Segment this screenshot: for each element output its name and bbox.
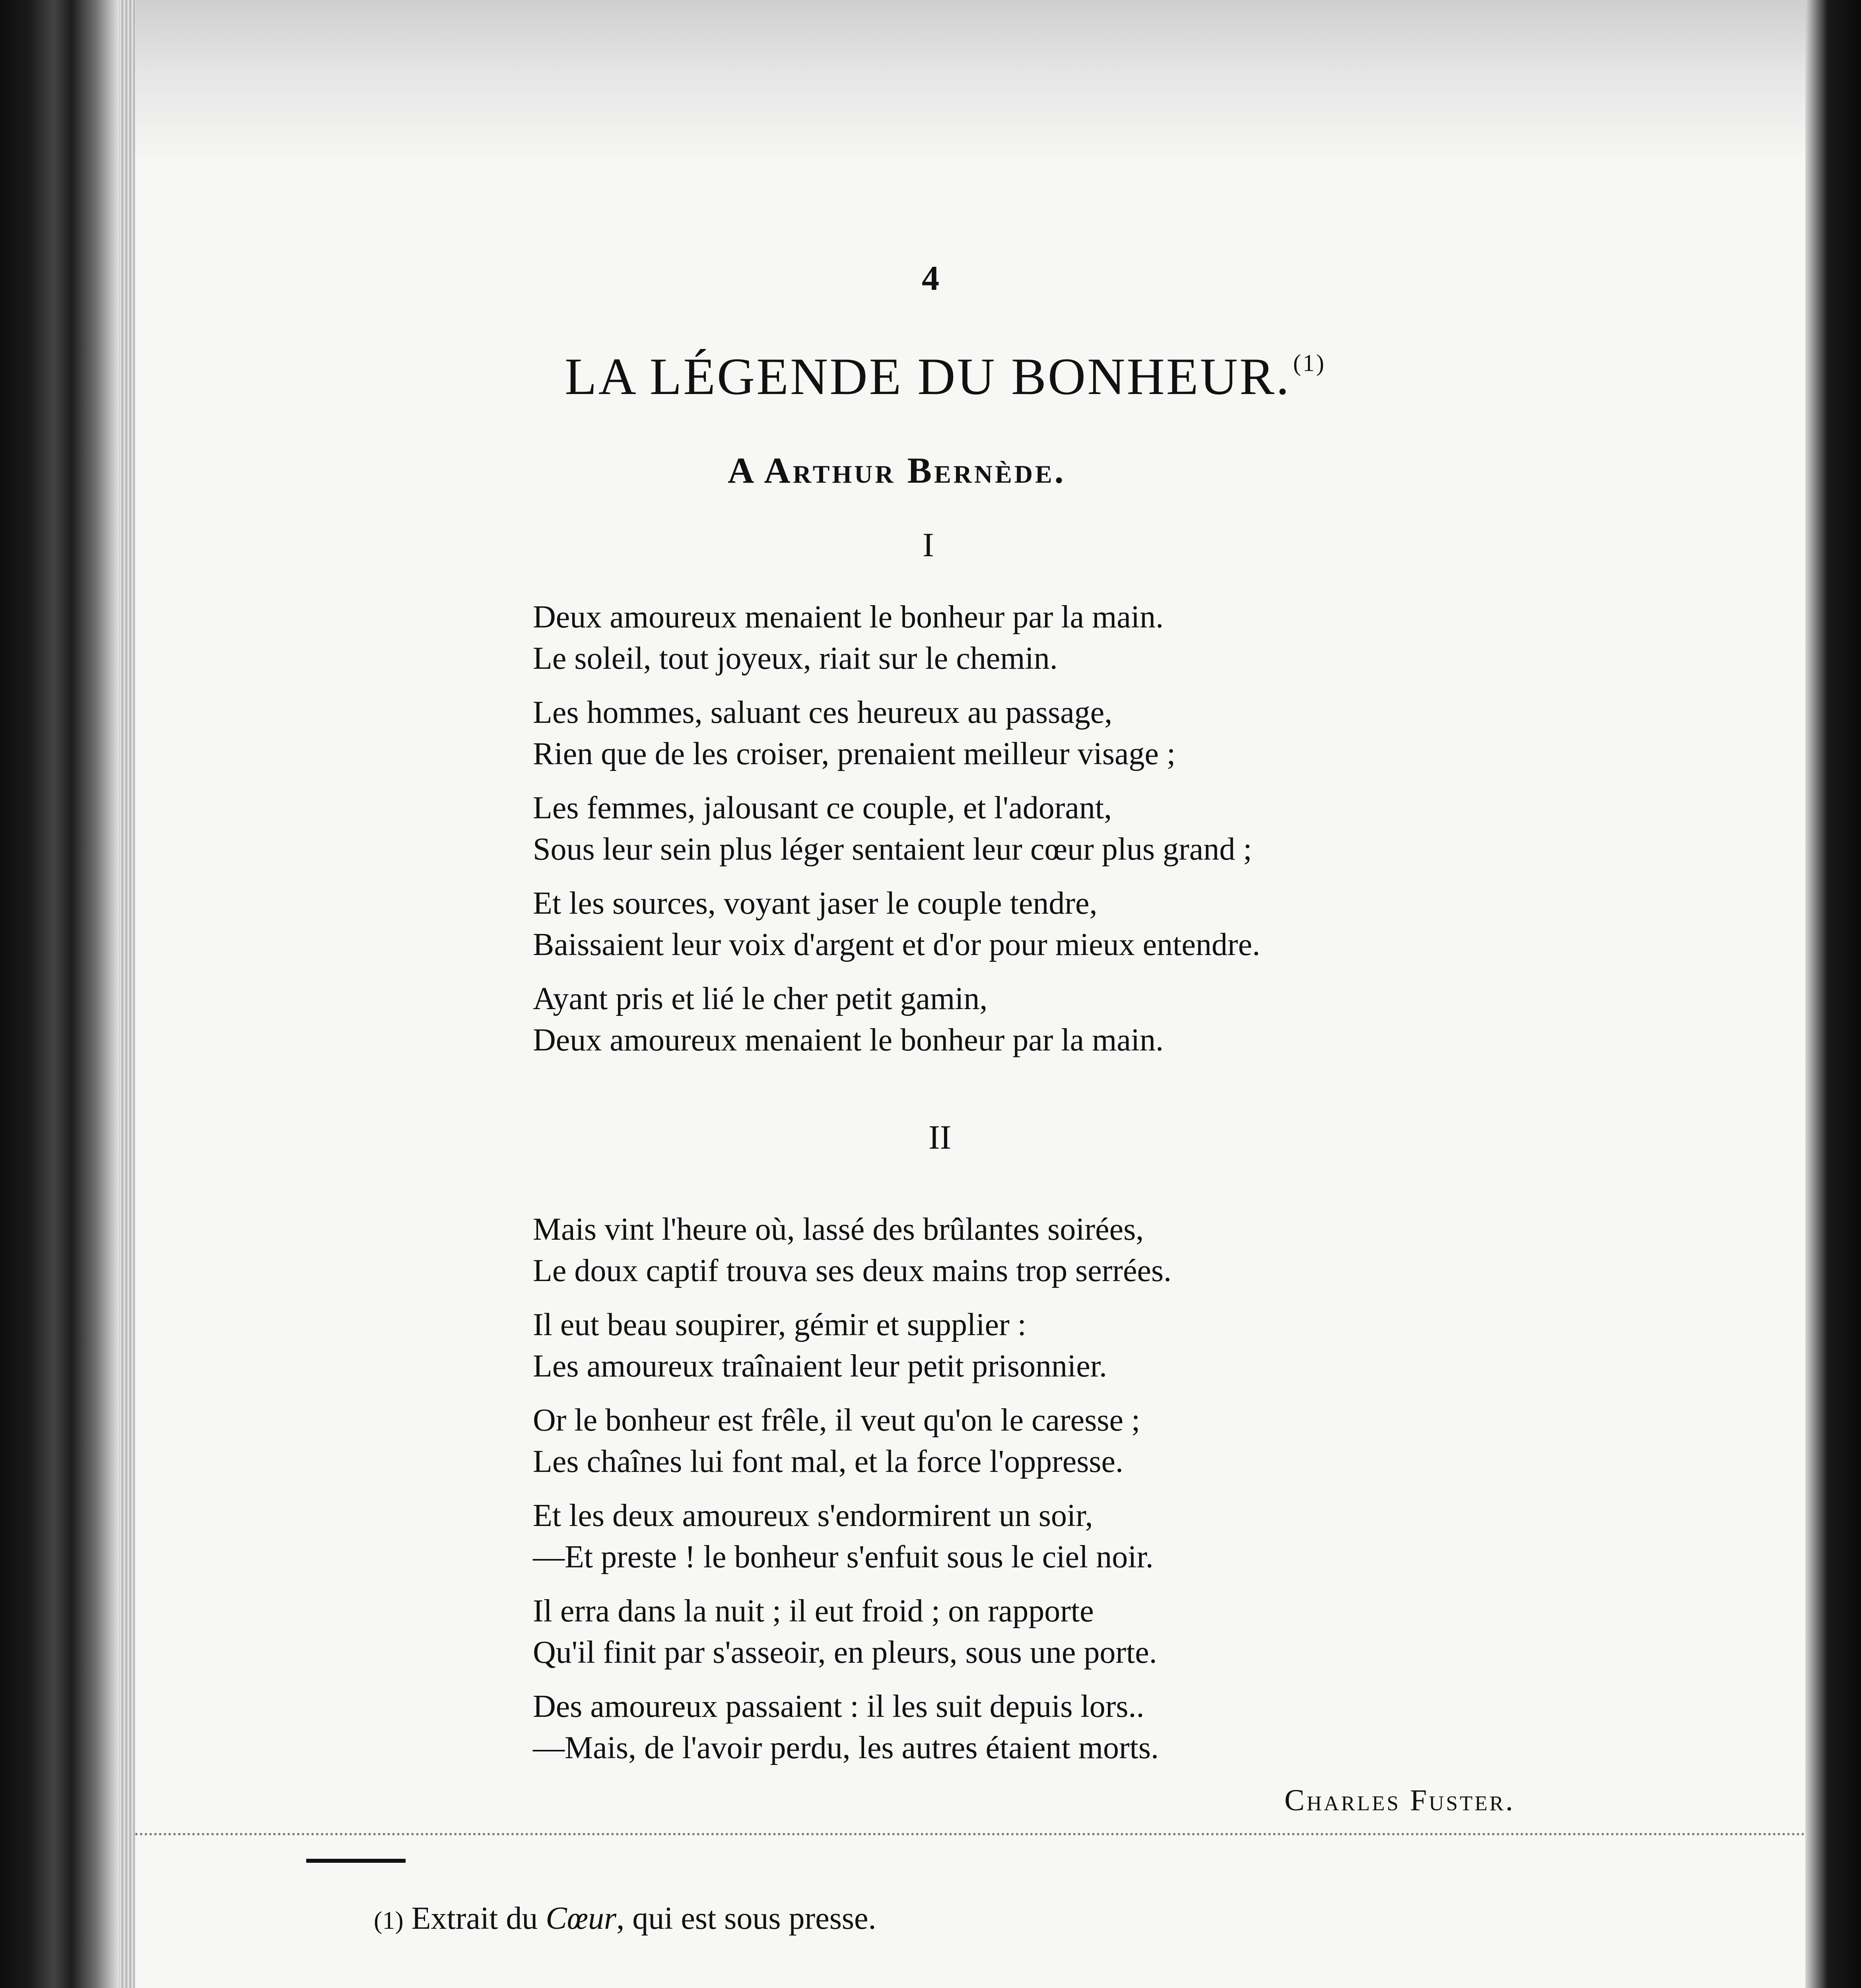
verse-line: Il eut beau soupirer, gémir et supplier : bbox=[533, 1307, 1026, 1342]
stanza bbox=[533, 978, 1260, 1061]
verse-line: Sous leur sein plus léger sentaient leur cœur plus grand ; bbox=[533, 832, 1252, 867]
stanza bbox=[533, 1495, 1171, 1578]
stanza bbox=[533, 692, 1260, 775]
footnote-text-before: Extrait du bbox=[411, 1901, 546, 1936]
footnote-rule bbox=[306, 1859, 406, 1863]
section-one-verses bbox=[533, 596, 1260, 1074]
verse-line: Le soleil, tout joyeux, riait sur le chemin. bbox=[533, 641, 1058, 676]
verse-line: Des amoureux passaient : il les suit depuis lors.. bbox=[533, 1689, 1144, 1724]
dotted-divider bbox=[135, 1833, 1805, 1835]
stanza bbox=[533, 1400, 1171, 1482]
section-two-verses bbox=[533, 1209, 1171, 1781]
verse-line: Rien que de les croiser, prenaient meilleur visage ; bbox=[533, 736, 1176, 771]
stanza bbox=[533, 1304, 1171, 1387]
stanza bbox=[533, 1209, 1171, 1291]
verse-line: Les femmes, jalousant ce couple, et l'adorant, bbox=[533, 790, 1112, 825]
verse-line: —Mais, de l'avoir perdu, les autres étaient morts. bbox=[533, 1730, 1159, 1765]
verse-line: Deux amoureux menaient le bonheur par la main. bbox=[533, 600, 1164, 635]
footnote-work-title: Cœur bbox=[546, 1901, 617, 1936]
page-number: 4 bbox=[922, 259, 939, 298]
verse-line: Il erra dans la nuit ; il eut froid ; on rapporte bbox=[533, 1594, 1094, 1629]
poem-title-text: LA LÉGENDE DU BONHEUR. bbox=[565, 347, 1291, 406]
top-shadow bbox=[135, 0, 1805, 167]
stanza bbox=[533, 1686, 1171, 1769]
footnote-text-after: , qui est sous presse. bbox=[616, 1901, 876, 1936]
verse-line: Les chaînes lui font mal, et la force l'oppresse. bbox=[533, 1444, 1123, 1479]
verse-line: Qu'il finit par s'asseoir, en pleurs, sous une porte. bbox=[533, 1635, 1157, 1670]
verse-line: Et les sources, voyant jaser le couple tendre, bbox=[533, 886, 1098, 921]
stanza bbox=[533, 1590, 1171, 1673]
stanza bbox=[533, 787, 1260, 870]
verse-line: Et les deux amoureux s'endormirent un soir, bbox=[533, 1498, 1093, 1533]
author-signature: Charles Fuster. bbox=[1284, 1784, 1515, 1817]
section-numeral: II bbox=[929, 1118, 952, 1156]
verse-line: Les hommes, saluant ces heureux au passage, bbox=[533, 695, 1113, 730]
stanza bbox=[533, 883, 1260, 965]
title-footnote-mark: (1) bbox=[1293, 350, 1326, 376]
verse-line: Le doux captif trouva ses deux mains trop serrées. bbox=[533, 1253, 1172, 1288]
verse-line: Baissaient leur voix d'argent et d'or pour mieux entendre. bbox=[533, 927, 1261, 962]
verse-line: Or le bonheur est frêle, il veut qu'on le caresse ; bbox=[533, 1403, 1140, 1438]
verse-line: Mais vint l'heure où, lassé des brûlantes soirées, bbox=[533, 1212, 1144, 1247]
verse-line: —Et preste ! le bonheur s'enfuit sous le ciel noir. bbox=[533, 1540, 1154, 1574]
footnote bbox=[374, 1901, 876, 1937]
poem-title bbox=[565, 346, 1326, 407]
verse-line: Les amoureux traînaient leur petit prisonnier. bbox=[533, 1349, 1107, 1384]
section-numeral: I bbox=[923, 526, 934, 564]
verse-line: Ayant pris et lié le cher petit gamin, bbox=[533, 981, 988, 1016]
footnote-marker: (1) bbox=[374, 1906, 404, 1934]
verse-line: Deux amoureux menaient le bonheur par la main. bbox=[533, 1023, 1164, 1058]
stanza bbox=[533, 596, 1260, 679]
dedication: A Arthur Bernède. bbox=[728, 450, 1066, 491]
